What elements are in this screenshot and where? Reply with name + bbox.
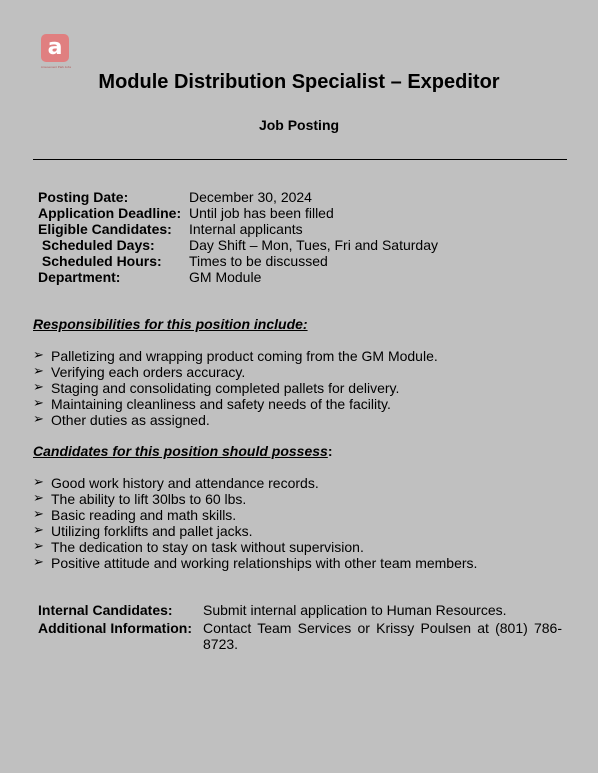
- detail-label: Posting Date:: [38, 189, 129, 205]
- qualifications-heading: [33, 443, 333, 459]
- footer-row-additional-information: [38, 620, 562, 652]
- page-title: Module Distribution Specialist – Expeditor: [98, 71, 500, 93]
- list-item-text: Positive attitude and working relationships with other team members.: [51, 555, 478, 571]
- list-item-text: Utilizing forklifts and pallet jacks.: [51, 523, 253, 539]
- list-item: [33, 555, 477, 571]
- list-item: [33, 364, 438, 380]
- qualifications-heading-text: Candidates for this position should possess: [33, 443, 328, 459]
- list-item-text: Good work history and attendance records.: [51, 475, 319, 491]
- footer-row-internal-candidates: [38, 602, 562, 618]
- detail-value: Day Shift – Mon, Tues, Fri and Saturday: [189, 237, 439, 253]
- detail-value: Internal applicants: [189, 221, 303, 237]
- list-item-text: Maintaining cleanliness and safety needs of the facility.: [51, 396, 391, 412]
- list-item: [33, 523, 477, 539]
- responsibilities-heading-text: Responsibilities for this position include:: [33, 316, 308, 332]
- detail-row-eligible-candidates: [38, 221, 438, 237]
- detail-row-department: [38, 269, 438, 285]
- list-item: [33, 396, 438, 412]
- detail-row-scheduled-hours: [38, 253, 438, 269]
- list-item-text: Basic reading and math skills.: [51, 507, 237, 523]
- list-item-text: Staging and consolidating completed pallets for delivery.: [51, 380, 400, 396]
- list-item-text: Verifying each orders accuracy.: [51, 364, 246, 380]
- footer-label: Additional Information:: [38, 620, 192, 636]
- responsibilities-list: [33, 348, 438, 428]
- arrow-bullet-icon: ➢: [33, 491, 44, 506]
- company-logo: [35, 32, 75, 72]
- detail-label: Department:: [38, 269, 121, 285]
- logo-mark: [41, 34, 69, 62]
- arrow-bullet-icon: ➢: [33, 475, 44, 490]
- arrow-bullet-icon: ➢: [33, 396, 44, 411]
- detail-row-posting-date: [38, 189, 438, 205]
- title-divider: [33, 159, 567, 160]
- detail-value: December 30, 2024: [189, 189, 312, 205]
- footer-label: Internal Candidates:: [38, 602, 173, 618]
- responsibilities-heading: [33, 316, 308, 332]
- detail-row-application-deadline: [38, 205, 438, 221]
- posting-details: [38, 189, 438, 285]
- arrow-bullet-icon: ➢: [33, 348, 44, 363]
- footer-value: Submit internal application to Human Resources.: [203, 602, 507, 618]
- detail-label: Eligible Candidates:: [38, 221, 172, 237]
- list-item: [33, 348, 438, 364]
- detail-value: GM Module: [189, 269, 262, 285]
- list-item-text: Other duties as assigned.: [51, 412, 210, 428]
- arrow-bullet-icon: ➢: [33, 380, 44, 395]
- list-item: [33, 380, 438, 396]
- arrow-bullet-icon: ➢: [33, 412, 44, 427]
- list-item: [33, 491, 477, 507]
- detail-row-scheduled-days: [38, 237, 438, 253]
- list-item: [33, 475, 477, 491]
- detail-label: Scheduled Days:: [38, 237, 155, 253]
- arrow-bullet-icon: ➢: [33, 555, 44, 570]
- qualifications-heading-colon: :: [327, 443, 333, 459]
- qualifications-list: [33, 475, 477, 571]
- application-info: [38, 602, 562, 654]
- detail-value: Until job has been filled: [189, 205, 334, 221]
- logo-caption: Amusement Park Jobs: [40, 65, 72, 69]
- list-item: [33, 507, 477, 523]
- detail-value: Times to be discussed: [189, 253, 328, 269]
- list-item-text: The dedication to stay on task without supervision.: [51, 539, 364, 555]
- arrow-bullet-icon: ➢: [33, 364, 44, 379]
- list-item-text: Palletizing and wrapping product coming from the GM Module.: [51, 348, 438, 364]
- list-item-text: The ability to lift 30lbs to 60 lbs.: [51, 491, 247, 507]
- list-item: [33, 412, 438, 428]
- page-subtitle: Job Posting: [258, 117, 340, 133]
- arrow-bullet-icon: ➢: [33, 507, 44, 522]
- footer-value: Contact Team Services or Krissy Poulsen at (801) 786-8723.: [203, 620, 562, 652]
- list-item: [33, 539, 477, 555]
- detail-label: Scheduled Hours:: [38, 253, 162, 269]
- logo-letter: a: [47, 35, 63, 60]
- arrow-bullet-icon: ➢: [33, 523, 44, 538]
- detail-label: Application Deadline:: [38, 205, 182, 221]
- arrow-bullet-icon: ➢: [33, 539, 44, 554]
